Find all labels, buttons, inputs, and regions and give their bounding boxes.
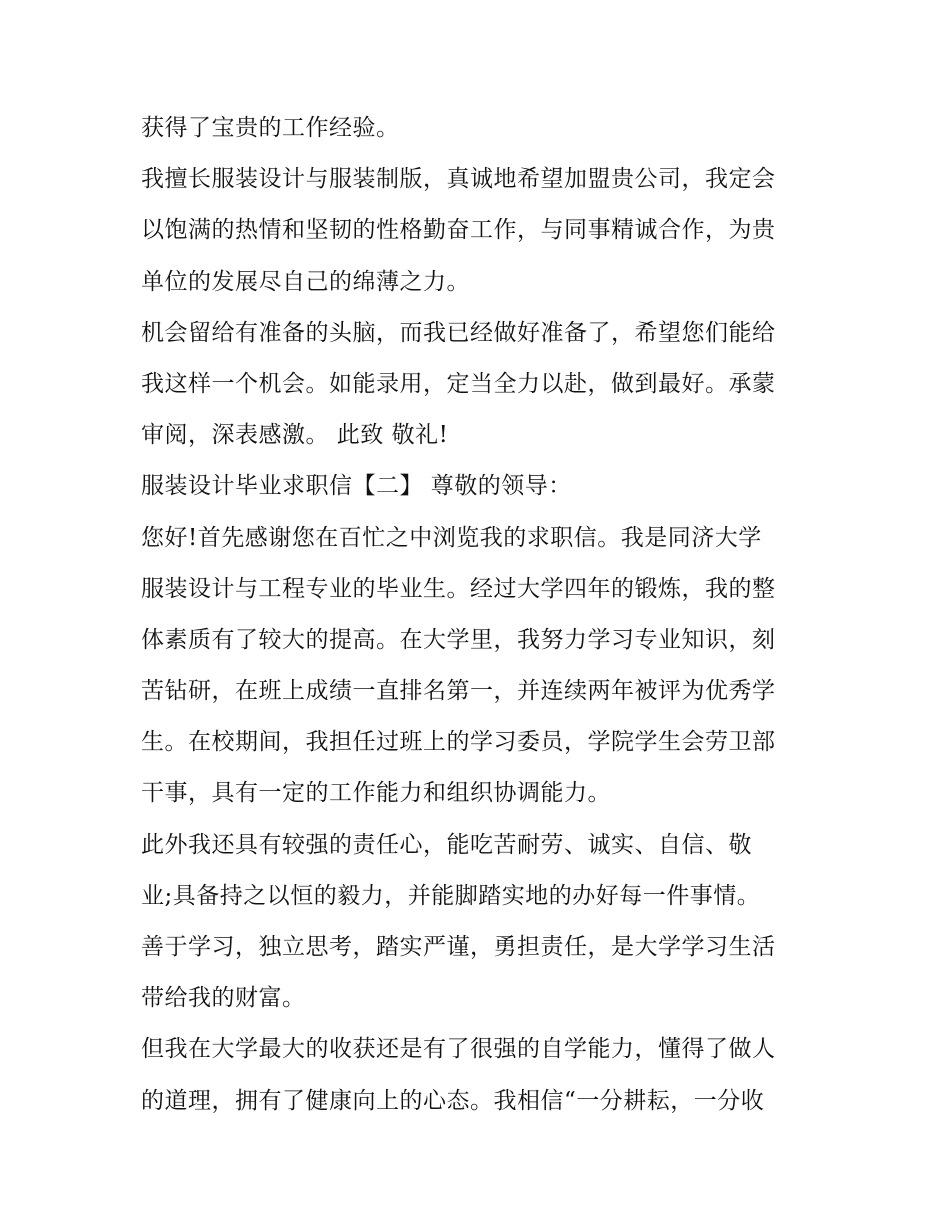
text-line: 机会留给有准备的头脑，而我已经做好准备了，希望您们能给	[141, 319, 776, 346]
text-line: 但我在大学最大的收获还是有了很强的自学能力，懂得了做人	[141, 1036, 776, 1063]
text-line: 生。在校期间，我担任过班上的学习委员，学院学生会劳卫部	[141, 729, 776, 756]
text-line: 干事，具有一定的工作能力和组织协调能力。	[141, 780, 611, 807]
text-line: 此外我还具有较强的责任心，能吃苦耐劳、诚实、自信、敬	[141, 831, 752, 858]
text-line: 服装设计与工程专业的毕业生。经过大学四年的锻炼，我的整	[141, 575, 776, 602]
text-line: 您好!首先感谢您在百忙之中浏览我的求职信。我是同济大学	[141, 524, 762, 551]
text-line: 以饱满的热情和坚韧的性格勤奋工作，与同事精诚合作，为贵	[141, 217, 776, 244]
text-line: 善于学习，独立思考，踏实严谨，勇担责任，是大学学习生活	[141, 934, 776, 960]
text-line: 体素质有了较大的提高。在大学里，我努力学习专业知识，刻	[141, 626, 776, 653]
text-line: 业;具备持之以恒的毅力，并能脚踏实地的办好每一件事情。	[141, 882, 761, 909]
text-line: 获得了宝贵的工作经验。	[141, 115, 400, 141]
text-line: 单位的发展尽自己的绵薄之力。	[141, 268, 470, 295]
text-line: 的道理，拥有了健康向上的心态。我相信“一分耕耘，一分收	[141, 1087, 765, 1114]
text-line: 我这样一个机会。如能录用，定当全力以赴，做到最好。承蒙	[141, 370, 776, 397]
text-line: 苦钻研，在班上成绩一直排名第一，并连续两年被评为优秀学	[141, 678, 776, 705]
text-line: 我擅长服装设计与服装制版，真诚地希望加盟贵公司，我定会	[141, 166, 776, 193]
document-body	[141, 108, 821, 1132]
text-line: 审阅，深表感激。 此致 敬礼!	[141, 422, 449, 449]
section-heading: 服装设计毕业求职信【二】 尊敬的领导：	[141, 473, 572, 500]
text-line: 带给我的财富。	[141, 985, 306, 1012]
